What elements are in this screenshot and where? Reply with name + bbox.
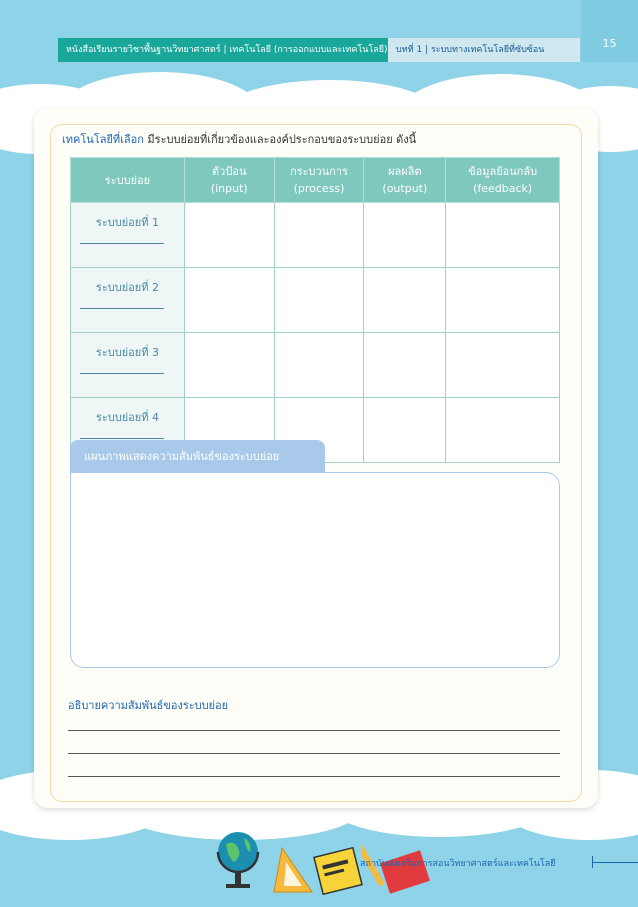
table-header-row	[71, 158, 560, 203]
feedback-cell[interactable]	[446, 203, 560, 268]
publisher-name: สถาบันส่งเสริมการสอนวิทยาศาสตร์และเทคโนโลยี	[360, 859, 556, 869]
row-label-cell[interactable]: ระบบย่อยที่ 1	[71, 203, 185, 268]
table-row	[71, 268, 560, 333]
intro-rest: มีระบบย่อยที่เกี่ยวข้องและองค์ประกอบของระบบย่อย ดังนี้	[143, 133, 417, 146]
writing-line[interactable]	[68, 730, 560, 731]
header-output: ผลผลิต (output)	[364, 158, 446, 203]
writing-line[interactable]	[68, 753, 560, 754]
page-number: 15	[602, 37, 617, 50]
input-cell[interactable]	[184, 333, 274, 398]
row-label-cell[interactable]: ระบบย่อยที่ 3	[71, 333, 185, 398]
book-title-bar	[58, 38, 388, 62]
process-cell[interactable]	[274, 203, 364, 268]
book-title: หนังสือเรียนรายวิชาพื้นฐานวิทยาศาสตร์ | เทคโนโลยี (การออกแบบและเทคโนโลยี)	[66, 45, 388, 55]
page-number-tab	[581, 0, 638, 62]
output-cell[interactable]	[364, 268, 446, 333]
chapter-bar	[388, 38, 580, 62]
process-cell[interactable]	[274, 333, 364, 398]
feedback-cell[interactable]	[446, 398, 560, 463]
table-row	[71, 333, 560, 398]
book-icon	[312, 846, 366, 896]
name-blank-line	[80, 243, 164, 244]
input-cell[interactable]	[184, 268, 274, 333]
header-feedback: ข้อมูลย้อนกลับ (feedback)	[446, 158, 560, 203]
diagram-drawing-area[interactable]	[70, 472, 560, 668]
ruler-triangle-icon	[270, 842, 316, 894]
footer-rule	[592, 862, 638, 863]
name-blank-line	[80, 308, 164, 309]
feedback-cell[interactable]	[446, 333, 560, 398]
selected-technology-label: เทคโนโลยีที่เลือก	[62, 133, 144, 146]
output-cell[interactable]	[364, 398, 446, 463]
intro-text	[62, 130, 416, 148]
input-cell[interactable]	[184, 203, 274, 268]
diagram-section-label: แผนภาพแสดงความสัมพันธ์ของระบบย่อย	[70, 440, 325, 472]
row-label-cell[interactable]: ระบบย่อยที่ 4	[71, 398, 185, 463]
writing-line[interactable]	[68, 776, 560, 777]
header-subsystem: ระบบย่อย	[71, 158, 185, 203]
header-input: ตัวป้อน (input)	[184, 158, 274, 203]
globe-icon	[212, 822, 268, 892]
header-process: กระบวนการ (process)	[274, 158, 364, 203]
table-row	[71, 203, 560, 268]
name-blank-line	[80, 438, 164, 439]
explain-label: อธิบายความสัมพันธ์ของระบบย่อย	[68, 699, 229, 712]
output-cell[interactable]	[364, 333, 446, 398]
feedback-cell[interactable]	[446, 268, 560, 333]
output-cell[interactable]	[364, 203, 446, 268]
chapter-title: บทที่ 1 | ระบบทางเทคโนโลยีที่ซับซ้อน	[396, 45, 545, 55]
name-blank-line	[80, 373, 164, 374]
row-label-cell[interactable]: ระบบย่อยที่ 2	[71, 268, 185, 333]
process-cell[interactable]	[274, 268, 364, 333]
subsystem-table	[70, 157, 560, 463]
